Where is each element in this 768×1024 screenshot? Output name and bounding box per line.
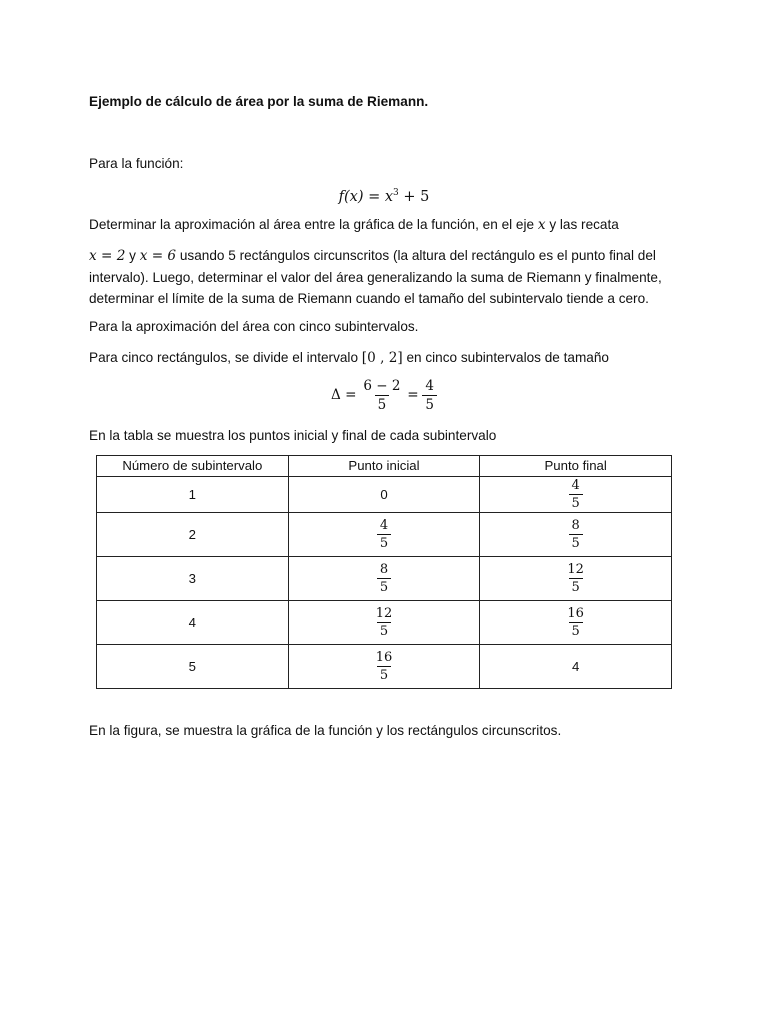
paragraph-interval-before: Para cinco rectángulos, se divide el intervalo	[89, 350, 359, 365]
function-eq-lhs: f(x) = x	[338, 188, 394, 205]
paragraph-determine-text: Determinar la aproximación al área entre la gráfica de la función, en el eje	[89, 217, 535, 232]
header-subinterval-number: Número de subintervalo	[97, 456, 289, 477]
fraction	[569, 477, 583, 512]
fraction	[377, 517, 391, 552]
table-header-row	[97, 456, 672, 477]
header-start-point: Punto inicial	[288, 456, 480, 477]
delta-frac2-num: 4	[425, 378, 434, 394]
delta-frac1-num: 6 − 2	[363, 378, 401, 394]
table-row	[97, 601, 672, 645]
subinterval-table	[96, 455, 672, 689]
fraction	[564, 605, 587, 640]
fraction-numerator: 12	[375, 606, 393, 621]
fraction	[569, 517, 583, 552]
cell-subinterval-number: 5	[97, 645, 289, 689]
paragraph-approx: Para la aproximación del área con cinco subintervalos.	[89, 319, 419, 334]
fraction-denominator: 5	[569, 534, 583, 552]
fraction-denominator: 5	[569, 494, 583, 512]
function-eq-exponent: 3	[393, 188, 399, 198]
cell-end-point	[480, 477, 672, 513]
fraction-numerator: 16	[567, 606, 584, 621]
cell-subinterval-number: 1	[97, 477, 289, 513]
cell-start-point	[288, 601, 480, 645]
eq-x-2: x = 2	[89, 248, 126, 264]
fraction-numerator: 4	[571, 478, 580, 493]
fraction-numerator: 16	[375, 650, 393, 665]
paragraph-determine	[89, 214, 679, 236]
function-eq-rhs: + 5	[398, 188, 430, 205]
fraction	[373, 605, 396, 640]
fraction-denominator: 5	[377, 622, 391, 640]
word-y: y	[129, 248, 136, 263]
fraction-denominator: 5	[377, 534, 391, 552]
delta-frac1-den: 5	[375, 395, 390, 414]
table-row	[97, 557, 672, 601]
cell-subinterval-number: 2	[97, 513, 289, 557]
delta-equation	[0, 377, 768, 414]
intro-label: Para la función:	[89, 156, 184, 171]
function-equation	[0, 183, 768, 208]
cell-start-point	[288, 513, 480, 557]
table-row	[97, 513, 672, 557]
delta-fraction-2	[422, 377, 437, 414]
eq-x-6: x = 6	[139, 248, 177, 264]
delta-frac2-den: 5	[422, 395, 437, 414]
header-end-point: Punto final	[480, 456, 672, 477]
fraction	[373, 649, 396, 684]
cell-end-point	[480, 601, 672, 645]
cell-subinterval-number: 4	[97, 601, 289, 645]
fraction-numerator: 12	[567, 562, 584, 577]
cell-end-point	[480, 513, 672, 557]
paragraph-bounds	[89, 245, 679, 309]
paragraph-interval-after: en cinco subintervalos de tamaño	[406, 350, 609, 365]
delta-lhs: Δ =	[331, 387, 357, 403]
document-title: Ejemplo de cálculo de área por la suma de Riemann.	[89, 94, 429, 109]
fraction-numerator: 8	[379, 562, 389, 577]
cell-start-point	[288, 557, 480, 601]
paragraph-table-intro: En la tabla se muestra los puntos inicial y final de cada subintervalo	[89, 428, 497, 443]
paragraph-determine-tail: y las recata	[549, 217, 619, 232]
paragraph-bounds-text: usando 5 rectángulos circunscritos (la altura del rectángulo es el punto final del intervalo). Luego, determinar el valor del área generalizando la suma de Riemann y finalmente, determinar el límite de la suma de Riemann cuando el tamaño del subintervalo tiende a cero.	[89, 248, 662, 306]
cell-subinterval-number: 3	[97, 557, 289, 601]
delta-equals: =	[407, 387, 419, 403]
cell-start-point: 0	[288, 477, 480, 513]
fraction-denominator: 5	[377, 578, 391, 596]
table-row	[97, 645, 672, 689]
paragraph-interval	[89, 347, 679, 369]
fraction-denominator: 5	[569, 622, 583, 640]
delta-fraction-1	[360, 377, 403, 414]
interval-notation: [0 , 2]	[361, 350, 403, 366]
fraction-denominator: 5	[569, 578, 583, 596]
fraction-denominator: 5	[377, 666, 391, 684]
cell-end-point	[480, 557, 672, 601]
table-row	[97, 477, 672, 513]
var-x: x	[537, 217, 546, 233]
cell-start-point	[288, 645, 480, 689]
paragraph-figure: En la figura, se muestra la gráfica de la función y los rectángulos circunscritos.	[89, 723, 562, 738]
fraction-numerator: 4	[379, 518, 389, 533]
fraction	[564, 561, 587, 596]
cell-end-point: 4	[480, 645, 672, 689]
fraction-numerator: 8	[571, 518, 580, 533]
fraction	[377, 561, 391, 596]
